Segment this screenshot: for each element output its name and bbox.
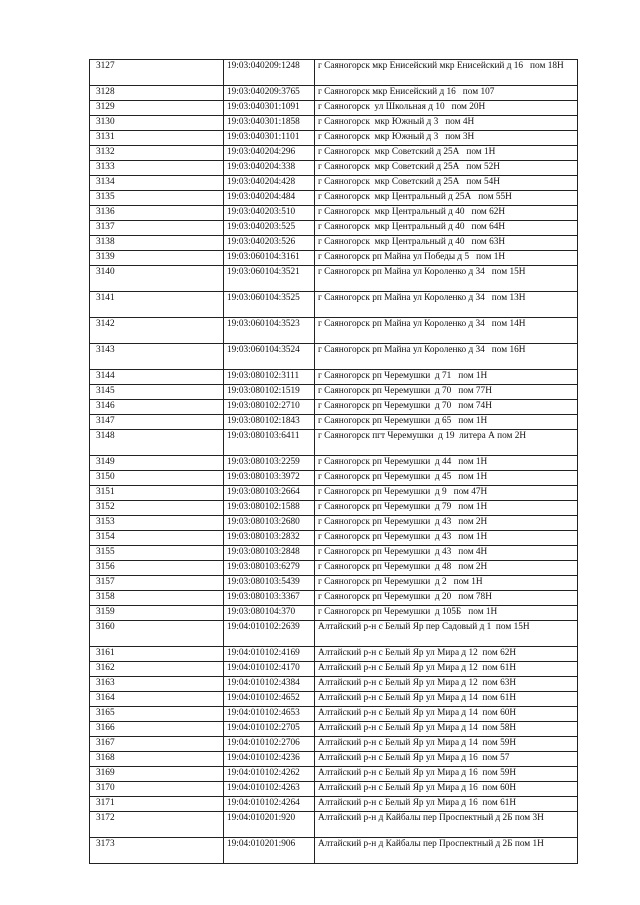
address-cell: г Саяногорск рп Черемушки д 43 пом 4Н: [315, 546, 578, 561]
cadastral-number-cell: 19:04:010102:4170: [224, 662, 315, 677]
address-cell: г Саяногорск рп Майна ул Короленко д 34 пом 15Н: [315, 266, 578, 292]
table-row: [90, 692, 578, 707]
address-cell: г Саяногорск рп Черемушки д 65 пом 1Н: [315, 415, 578, 430]
address-cell: Алтайский р-н с Белый Яр ул Мира д 14 пом 61Н: [315, 692, 578, 707]
table-row: [90, 221, 578, 236]
row-number-cell: 3170: [90, 782, 224, 797]
address-cell: г Саяногорск рп Черемушки д 71 пом 1Н: [315, 370, 578, 385]
cadastral-number-cell: 19:03:040203:510: [224, 206, 315, 221]
address-cell: Алтайский р-н с Белый Яр ул Мира д 12 пом 62Н: [315, 647, 578, 662]
cadastral-number-cell: 19:04:010102:2705: [224, 722, 315, 737]
row-number-cell: 3143: [90, 344, 224, 370]
table-row: [90, 752, 578, 767]
cadastral-number-cell: 19:03:040204:428: [224, 176, 315, 191]
table-row: [90, 812, 578, 838]
cadastral-number-cell: 19:03:080104:370: [224, 606, 315, 621]
address-cell: г Саяногорск мкр Центральный д 40 пом 64Н: [315, 221, 578, 236]
address-cell: Алтайский р-н с Белый Яр пер Садовый д 1 пом 15Н: [315, 621, 578, 647]
address-cell: г Саяногорск рп Черемушки д 70 пом 77Н: [315, 385, 578, 400]
row-number-cell: 3166: [90, 722, 224, 737]
address-cell: г Саяногорск рп Черемушки д 20 пом 78Н: [315, 591, 578, 606]
table-row: [90, 370, 578, 385]
table-row: [90, 206, 578, 221]
address-cell: Алтайский р-н с Белый Яр ул Мира д 14 пом 60Н: [315, 707, 578, 722]
address-cell: Алтайский р-н с Белый Яр ул Мира д 16 пом 59Н: [315, 767, 578, 782]
cadastral-number-cell: 19:03:040203:525: [224, 221, 315, 236]
table-row: [90, 176, 578, 191]
table-row: [90, 677, 578, 692]
cadastral-number-cell: 19:03:080102:2710: [224, 400, 315, 415]
row-number-cell: 3128: [90, 86, 224, 101]
cadastral-number-cell: 19:04:010102:4169: [224, 647, 315, 662]
row-number-cell: 3152: [90, 501, 224, 516]
address-cell: г Саяногорск мкр Центральный д 40 пом 62Н: [315, 206, 578, 221]
table-row: [90, 767, 578, 782]
address-cell: Алтайский р-н с Белый Яр ул Мира д 16 пом 60Н: [315, 782, 578, 797]
address-cell: г Саяногорск рп Черемушки д 45 пом 1Н: [315, 471, 578, 486]
row-number-cell: 3150: [90, 471, 224, 486]
cadastral-number-cell: 19:03:080103:6411: [224, 430, 315, 456]
row-number-cell: 3127: [90, 60, 224, 86]
row-number-cell: 3164: [90, 692, 224, 707]
table-row: [90, 101, 578, 116]
table-row: [90, 266, 578, 292]
table-row: [90, 236, 578, 251]
cadastral-number-cell: 19:03:080103:6279: [224, 561, 315, 576]
row-number-cell: 3141: [90, 292, 224, 318]
address-cell: г Саяногорск рп Майна ул Короленко д 34 пом 13Н: [315, 292, 578, 318]
address-cell: Алтайский р-н с Белый Яр ул Мира д 14 пом 58Н: [315, 722, 578, 737]
cadastral-number-cell: 19:03:080102:1519: [224, 385, 315, 400]
cadastral-number-cell: 19:04:010201:920: [224, 812, 315, 838]
row-number-cell: 3142: [90, 318, 224, 344]
row-number-cell: 3167: [90, 737, 224, 752]
row-number-cell: 3146: [90, 400, 224, 415]
cadastral-number-cell: 19:03:060104:3524: [224, 344, 315, 370]
row-number-cell: 3138: [90, 236, 224, 251]
row-number-cell: 3153: [90, 516, 224, 531]
cadastral-number-cell: 19:04:010102:4653: [224, 707, 315, 722]
table-row: [90, 576, 578, 591]
row-number-cell: 3145: [90, 385, 224, 400]
cadastral-number-cell: 19:03:040204:484: [224, 191, 315, 206]
table-row: [90, 621, 578, 647]
address-cell: Алтайский р-н с Белый Яр ул Мира д 16 пом 61Н: [315, 797, 578, 812]
address-cell: г Саяногорск мкр Енисейский мкр Енисейский д 16 пом 18Н: [315, 60, 578, 86]
row-number-cell: 3148: [90, 430, 224, 456]
row-number-cell: 3161: [90, 647, 224, 662]
address-cell: г Саяногорск мкр Советский д 25А пом 54Н: [315, 176, 578, 191]
cadastral-number-cell: 19:03:080102:1588: [224, 501, 315, 516]
table-row: [90, 385, 578, 400]
address-cell: г Саяногорск мкр Енисейский д 16 пом 107: [315, 86, 578, 101]
table-row: [90, 591, 578, 606]
cadastral-number-cell: 19:03:060104:3521: [224, 266, 315, 292]
row-number-cell: 3160: [90, 621, 224, 647]
address-cell: г Саяногорск рп Черемушки д 9 пом 47Н: [315, 486, 578, 501]
table-row: [90, 191, 578, 206]
address-cell: г Саяногорск мкр Советский д 25А пом 52Н: [315, 161, 578, 176]
row-number-cell: 3154: [90, 531, 224, 546]
row-number-cell: 3173: [90, 838, 224, 864]
row-number-cell: 3147: [90, 415, 224, 430]
row-number-cell: 3169: [90, 767, 224, 782]
table-row: [90, 838, 578, 864]
address-cell: г Саяногорск пгт Черемушки д 19 литера А пом 2Н: [315, 430, 578, 456]
row-number-cell: 3171: [90, 797, 224, 812]
table-row: [90, 161, 578, 176]
address-cell: г Саяногорск рп Черемушки д 70 пом 74Н: [315, 400, 578, 415]
table-row: [90, 561, 578, 576]
row-number-cell: 3168: [90, 752, 224, 767]
table-row: [90, 501, 578, 516]
address-cell: г Саяногорск мкр Южный д 3 пом 4Н: [315, 116, 578, 131]
row-number-cell: 3137: [90, 221, 224, 236]
table-row: [90, 131, 578, 146]
registry-table: [89, 59, 578, 864]
table-row: [90, 456, 578, 471]
cadastral-number-cell: 19:04:010102:4264: [224, 797, 315, 812]
table-row: [90, 292, 578, 318]
table-row: [90, 797, 578, 812]
address-cell: г Саяногорск рп Майна ул Победы д 5 пом 1Н: [315, 251, 578, 266]
row-number-cell: 3144: [90, 370, 224, 385]
table-row: [90, 647, 578, 662]
row-number-cell: 3156: [90, 561, 224, 576]
address-cell: г Саяногорск ул Школьная д 10 пом 20Н: [315, 101, 578, 116]
row-number-cell: 3130: [90, 116, 224, 131]
address-cell: г Саяногорск рп Черемушки д 105Б пом 1Н: [315, 606, 578, 621]
table-row: [90, 116, 578, 131]
row-number-cell: 3162: [90, 662, 224, 677]
table-row: [90, 251, 578, 266]
cadastral-number-cell: 19:03:040209:3765: [224, 86, 315, 101]
table-row: [90, 400, 578, 415]
cadastral-number-cell: 19:03:080103:2680: [224, 516, 315, 531]
address-cell: г Саяногорск рп Черемушки д 79 пом 1Н: [315, 501, 578, 516]
address-cell: Алтайский р-н с Белый Яр ул Мира д 14 пом 59Н: [315, 737, 578, 752]
address-cell: Алтайский р-н с Белый Яр ул Мира д 12 пом 63Н: [315, 677, 578, 692]
cadastral-number-cell: 19:03:040204:338: [224, 161, 315, 176]
table-row: [90, 146, 578, 161]
table-row: [90, 318, 578, 344]
table-row: [90, 430, 578, 456]
cadastral-number-cell: 19:03:080103:2848: [224, 546, 315, 561]
table-row: [90, 546, 578, 561]
cadastral-number-cell: 19:03:080102:3111: [224, 370, 315, 385]
cadastral-number-cell: 19:04:010102:2706: [224, 737, 315, 752]
row-number-cell: 3155: [90, 546, 224, 561]
cadastral-number-cell: 19:04:010102:4236: [224, 752, 315, 767]
table-row: [90, 722, 578, 737]
address-cell: г Саяногорск мкр Южный д 3 пом 3Н: [315, 131, 578, 146]
cadastral-number-cell: 19:03:060104:3161: [224, 251, 315, 266]
row-number-cell: 3140: [90, 266, 224, 292]
address-cell: г Саяногорск рп Черемушки д 2 пом 1Н: [315, 576, 578, 591]
cadastral-number-cell: 19:03:080103:5439: [224, 576, 315, 591]
cadastral-number-cell: 19:03:040301:1091: [224, 101, 315, 116]
row-number-cell: 3133: [90, 161, 224, 176]
address-cell: Алтайский р-н с Белый Яр ул Мира д 16 пом 57: [315, 752, 578, 767]
cadastral-number-cell: 19:03:040209:1248: [224, 60, 315, 86]
address-cell: г Саяногорск рп Черемушки д 43 пом 2Н: [315, 516, 578, 531]
table-row: [90, 471, 578, 486]
address-cell: г Саяногорск мкр Центральный д 40 пом 63Н: [315, 236, 578, 251]
cadastral-number-cell: 19:03:080103:2259: [224, 456, 315, 471]
cadastral-number-cell: 19:03:040301:1858: [224, 116, 315, 131]
cadastral-number-cell: 19:04:010102:2639: [224, 621, 315, 647]
table-row: [90, 737, 578, 752]
row-number-cell: 3149: [90, 456, 224, 471]
row-number-cell: 3151: [90, 486, 224, 501]
cadastral-number-cell: 19:03:040203:526: [224, 236, 315, 251]
address-cell: г Саяногорск рп Черемушки д 43 пом 1Н: [315, 531, 578, 546]
table-row: [90, 516, 578, 531]
table-row: [90, 606, 578, 621]
row-number-cell: 3157: [90, 576, 224, 591]
table-row: [90, 662, 578, 677]
address-cell: Алтайский р-н с Белый Яр ул Мира д 12 пом 61Н: [315, 662, 578, 677]
cadastral-number-cell: 19:03:040301:1101: [224, 131, 315, 146]
address-cell: Алтайский р-н д Кайбалы пер Проспектный д 2Б пом 3Н: [315, 812, 578, 838]
cadastral-number-cell: 19:03:080103:2832: [224, 531, 315, 546]
table-row: [90, 782, 578, 797]
table-row: [90, 344, 578, 370]
cadastral-number-cell: 19:03:040204:296: [224, 146, 315, 161]
address-cell: г Саяногорск рп Черемушки д 48 пом 2Н: [315, 561, 578, 576]
cadastral-number-cell: 19:03:060104:3523: [224, 318, 315, 344]
row-number-cell: 3159: [90, 606, 224, 621]
cadastral-number-cell: 19:03:080103:3367: [224, 591, 315, 606]
table-row: [90, 86, 578, 101]
cadastral-number-cell: 19:03:060104:3525: [224, 292, 315, 318]
cadastral-number-cell: 19:04:010102:4263: [224, 782, 315, 797]
row-number-cell: 3135: [90, 191, 224, 206]
cadastral-number-cell: 19:03:080102:1843: [224, 415, 315, 430]
address-cell: г Саяногорск мкр Центральный д 25А пом 55Н: [315, 191, 578, 206]
row-number-cell: 3163: [90, 677, 224, 692]
row-number-cell: 3158: [90, 591, 224, 606]
address-cell: г Саяногорск мкр Советский д 25А пом 1Н: [315, 146, 578, 161]
address-cell: г Саяногорск рп Черемушки д 44 пом 1Н: [315, 456, 578, 471]
row-number-cell: 3136: [90, 206, 224, 221]
cadastral-number-cell: 19:03:080103:3972: [224, 471, 315, 486]
row-number-cell: 3131: [90, 131, 224, 146]
row-number-cell: 3172: [90, 812, 224, 838]
address-cell: Алтайский р-н д Кайбалы пер Проспектный д 2Б пом 1Н: [315, 838, 578, 864]
registry-body: [90, 60, 578, 864]
table-row: [90, 486, 578, 501]
table-row: [90, 707, 578, 722]
cadastral-number-cell: 19:03:080103:2664: [224, 486, 315, 501]
table-row: [90, 531, 578, 546]
row-number-cell: 3129: [90, 101, 224, 116]
table-row: [90, 60, 578, 86]
cadastral-number-cell: 19:04:010102:4262: [224, 767, 315, 782]
row-number-cell: 3132: [90, 146, 224, 161]
cadastral-number-cell: 19:04:010102:4384: [224, 677, 315, 692]
cadastral-number-cell: 19:04:010201:906: [224, 838, 315, 864]
row-number-cell: 3139: [90, 251, 224, 266]
address-cell: г Саяногорск рп Майна ул Короленко д 34 пом 16Н: [315, 344, 578, 370]
row-number-cell: 3165: [90, 707, 224, 722]
cadastral-number-cell: 19:04:010102:4652: [224, 692, 315, 707]
table-row: [90, 415, 578, 430]
address-cell: г Саяногорск рп Майна ул Короленко д 34 пом 14Н: [315, 318, 578, 344]
row-number-cell: 3134: [90, 176, 224, 191]
